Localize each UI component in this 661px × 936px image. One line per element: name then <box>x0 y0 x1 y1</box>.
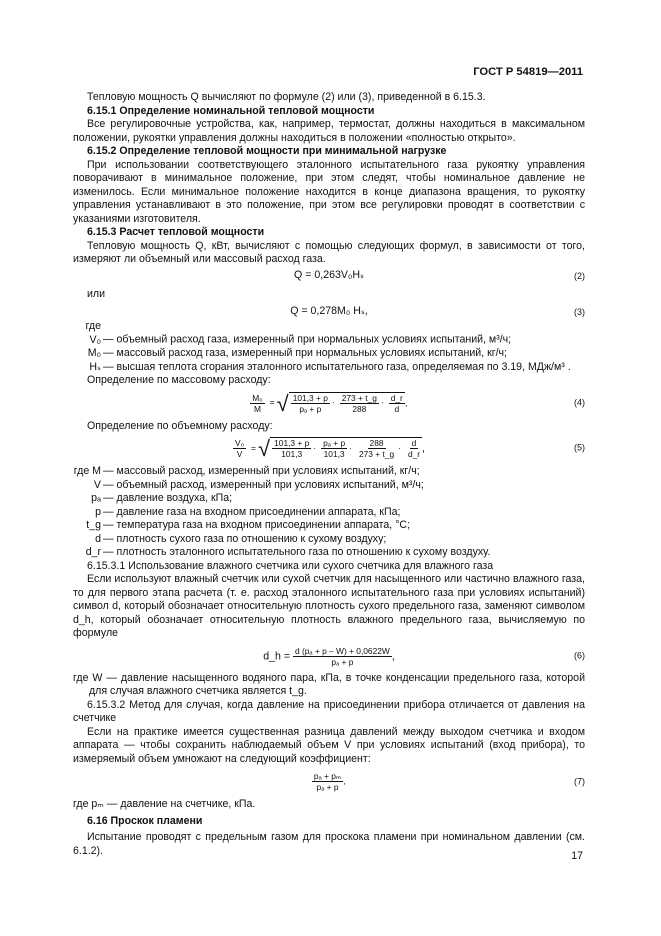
legend-item <box>73 492 585 506</box>
formula-5-expression: $\frac{\text{V₀}}{V}$ =√ $\frac{101,3 + p}{101,3}$ · $\frac{\text{pₐ + p}}{101,3}$ · $\frac{288}{273 + t\_g}$ · $\frac{d}{d\_r}$ , <box>235 435 425 461</box>
legend-symbol: t_g <box>86 519 101 531</box>
f5-frac2-den: 101,3 <box>323 449 345 459</box>
mass-flow-definition: Определение по массовому расходу: <box>87 374 271 386</box>
paragraph-2: Все регулировочные устройства, как, например, термостат, должны находиться в максимальном положении, рукоятки управления должны находиться в положении «полностью открыто». <box>73 118 585 144</box>
f5-frac4-num: d <box>411 438 417 448</box>
f4-frac2-num: 273 + t_g <box>341 392 377 403</box>
paragraph-6: Если на практике имеется существенная разница давлений между выходом счетчика и входом аппарата — чтобы сохранить наблюдаемый объем V при условиях испытаний (вход прибора), то измеряемый объем умножают на следующий коэффициент: <box>73 725 585 765</box>
legend-text: — плотность эталонного испытательного газа по отношению к сухому воздуху. <box>103 546 491 558</box>
legend-item <box>73 479 585 493</box>
legend-1 <box>73 320 585 374</box>
formula-7-expression <box>73 771 585 792</box>
formula-6-number: (6) <box>574 650 585 661</box>
formula-4 <box>73 392 585 414</box>
f5-frac2-num: pₐ + p <box>323 438 346 448</box>
legend-2 <box>73 465 585 560</box>
formula-3 <box>73 305 585 320</box>
f4-frac1-num: 101,3 + p <box>292 392 328 403</box>
legend-item <box>73 546 585 560</box>
legend-item <box>73 347 585 361</box>
f5-frac1-num: 101,3 + p <box>274 438 310 448</box>
f6-num: d (pₐ + p – W) + 0,0622W <box>294 645 390 656</box>
paragraph-3: При использовании соответствующего эталонного испытательного газа рукоятку управления поворачивают в минимальное положение, при этом следят, чтобы номинальное давление не изменилось. Если минимальное положение находится в конце диапазона вращения, то рукоятку управления устанавливают в это положение, при этом все регулировки проводят в соответствии с указаниями изготовителя. <box>73 158 585 225</box>
legend-symbol: pₐ <box>91 492 101 504</box>
formula-6 <box>73 646 585 667</box>
f4-lhs-den: M <box>253 403 261 414</box>
legend-text: — давление воздуха, кПа; <box>103 492 233 504</box>
legend-text: — массовый расход газа, измеренный при нормальных условиях испытаний, кг/ч; <box>103 347 507 359</box>
legend-symbol: Hₛ <box>89 360 101 373</box>
or-word: или <box>87 287 106 300</box>
legend-symbol: p <box>95 505 101 518</box>
legend-symbol: V <box>93 478 101 491</box>
formula-2-number: (2) <box>574 270 585 281</box>
paragraph-1: Тепловую мощность Q вычисляют по формуле (2) или (3), приведенной в 6.15.3. <box>87 91 486 103</box>
f5-frac4-den: d_r <box>407 449 421 459</box>
f6-den: pₐ + p <box>331 656 354 667</box>
standard-header: ГОСТ Р 54819—2011 <box>473 66 583 78</box>
legend-text: — массовый расход, измеренный при условиях испытаний, кг/ч; <box>103 465 420 477</box>
f5-lhs-num: V₀ <box>235 438 245 448</box>
heading-6-15-1: 6.15.1 Определение номинальной тепловой мощности <box>87 104 375 117</box>
legend-item <box>73 361 585 375</box>
f5-frac3-num: 288 <box>369 438 384 448</box>
f4-radicand: $\frac{101,3 + p}{\text{pₐ + p}}$ · $\frac{273 + t\_g}{288}$ · $\frac{d\_r}{d}$ <box>289 392 405 414</box>
legend-symbol: M₀ <box>87 347 101 359</box>
f6-lhs: d_h = <box>263 649 291 662</box>
f5-radicand: $\frac{101,3 + p}{101,3}$ · $\frac{\text{pₐ + p}}{101,3}$ · $\frac{288}{273 + t\_g}$ · $\frac{d}{d\_r}$ <box>270 437 422 459</box>
heading-6-15-3: 6.15.3 Расчет тепловой мощности <box>87 226 265 238</box>
legend-item <box>73 465 585 479</box>
f7-num: pₐ + pₘ <box>313 771 342 781</box>
formula-6-expression <box>73 646 585 667</box>
f5-frac3-den: 273 + t_g <box>358 449 395 459</box>
volume-flow-definition: Определение по объемному расходу: <box>87 419 273 432</box>
heading-6-15-3-1: 6.15.3.1 Использование влажного счетчика или сухого счетчика для влажного газа <box>87 559 494 572</box>
legend-symbol: где V₀ <box>85 320 101 346</box>
legend-3: где W — давление насыщенного водяного пара, кПа, в точке конденсации предельного газа, которой для случая влажного счетчика является t_g. <box>73 671 585 697</box>
formula-2 <box>73 269 585 284</box>
formula-4-number: (4) <box>574 396 585 407</box>
heading-6-16: 6.16 Проскок пламени <box>87 814 203 827</box>
formula-3-expression: Q = 0,278M₀ Hₛ, <box>290 305 368 317</box>
page-content <box>73 91 585 858</box>
formula-7-number: (7) <box>574 775 585 786</box>
f4-frac3-num: d_r <box>390 392 403 403</box>
f7-tail: . <box>343 775 347 788</box>
page-number: 17 <box>571 850 583 862</box>
f4-tail: . <box>404 396 408 409</box>
formula-5-number: (5) <box>574 442 585 453</box>
f5-lhs-den: V <box>236 449 243 459</box>
legend-symbol: d <box>95 532 101 545</box>
f5-frac1-den: 101,3 <box>281 449 303 459</box>
paragraph-5: Если используют влажный счетчик или сухой счетчик для насыщенного или частично влажного газа, то для первого этапа расчета (т. е. расход эталонного испытательного газа при условиях испытаний) символ d, который обозначает относительную плотность сухого предельного газа, заменяют символом d_h, который обозначает относительную плотность влажного предельного газа, вычисляемую по формуле <box>73 573 585 639</box>
f6-tail: , <box>391 649 395 662</box>
legend-item <box>73 533 585 547</box>
legend-item <box>73 320 585 347</box>
legend-text: — плотность сухого газа по отношению к сухому воздуху; <box>103 532 387 545</box>
f4-frac2-den: 288 <box>352 403 367 414</box>
formula-4-expression: $\frac{\text{M₀}}{M}$ =√ $\frac{101,3 + p}{\text{pₐ + p}}$ · $\frac{273 + t\_g}{288}$ · $\frac{d\_r}{d}$ . <box>252 390 408 416</box>
legend-text: — высшая теплота сгорания эталонного испытательного газа, определяемая по 3.19, МДж/м³ . <box>103 360 571 373</box>
legend-item <box>73 506 585 520</box>
paragraph-7: Испытание проводят с предельным газом для проскока пламени при номинальном давлении (см. 6.1.2). <box>73 831 585 857</box>
formula-5 <box>73 437 585 459</box>
legend-symbol: где M <box>73 465 101 477</box>
legend-item <box>73 519 585 533</box>
legend-text: — температура газа на входном присоединении аппарата, °С; <box>103 519 411 531</box>
formula-7 <box>73 771 585 792</box>
formula-2-expression: Q = 0,263V₀Hₛ <box>294 268 364 281</box>
legend-4: где pₘ — давление на счетчике, кПа. <box>73 798 256 810</box>
heading-6-15-2: 6.15.2 Определение тепловой мощности при минимальной нагрузке <box>87 145 447 157</box>
legend-text: — объемный расход, измеренный при условиях испытаний, м³/ч; <box>103 478 424 491</box>
legend-text: — давление газа на входном присоединении аппарата, кПа; <box>103 505 401 518</box>
f5-tail: , <box>422 442 425 455</box>
formula-3-number: (3) <box>574 307 585 317</box>
heading-6-15-3-2: 6.15.3.2 Метод для случая, когда давление на присоединении прибора отличается от давления на счетчике <box>73 698 585 724</box>
f4-frac3-den: d <box>394 403 400 414</box>
legend-text: — объемный расход газа, измеренный при нормальных условиях испытаний, м³/ч; <box>103 333 512 346</box>
f7-den: pₐ + p <box>316 782 339 792</box>
paragraph-4: Тепловую мощность Q, кВт, вычисляют с помощью следующих формул, в зависимости от того, измеряют ли объемный или массовый расход газа. <box>73 239 585 265</box>
legend-symbol: d_r <box>85 546 101 558</box>
f4-lhs-num: M₀ <box>252 392 263 403</box>
f4-frac1-den: pₐ + p <box>299 403 322 414</box>
